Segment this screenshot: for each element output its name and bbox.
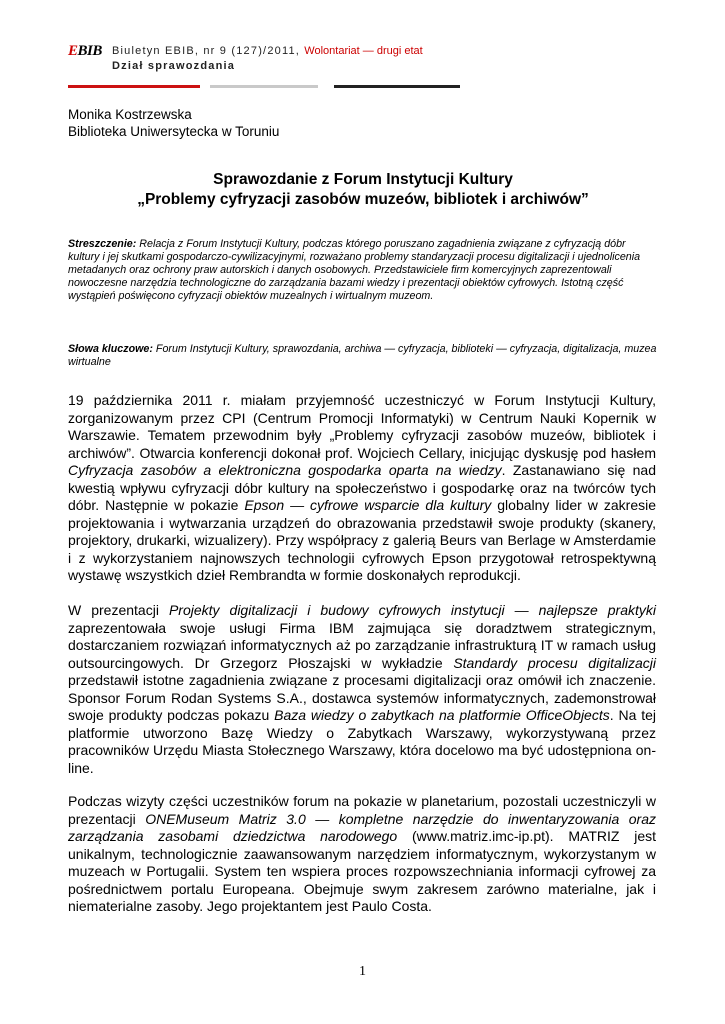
section-name: Dział sprawozdania	[112, 60, 236, 72]
title-line-1: Sprawozdanie z Forum Instytucji Kultury	[213, 171, 513, 188]
keywords-label: Słowa kluczowe:	[68, 343, 153, 355]
ebib-logo: EBIB	[68, 43, 102, 59]
page-number: 1	[359, 964, 366, 979]
body-paragraph-1: 19 października 2011 r. miałam przyjemność uczestniczyć w Forum Instytucji Kultury, zorganizowanym przez CPI (Centrum Promocji Informatyki) w Centrum Nauki Kopernik w Warszawie. Tematem przewodnim były „Problemy cyfryzacji zasobów muzeów, bibliotek i archiwów”. Otwarcia konferencji dokonał prof. Wojciech Cellary, inicjując dyskusję pod hasłem Cyfryzacja zasobów a elektroniczna gospodarka oparta na wiedzy. Zastanawiano się nad kwestią wpływu cyfryzacji dóbr kultury na społeczeństwo i gospodarkę oraz na twórców tych dóbr. Następnie w pokazie Epson — cyfrowe wsparcie dla kultury globalny lider w zakresie projektowania i wytwarzania urządzeń do obrazowania przedstawił swoje produkty (skanery, projektory, drukarki, wizualizery). Przy współpracy z galerią Beurs van Berlage w Amsterdamie i z wykorzystaniem najnowszych technologii cyfrowych Epson przygotował retrospektywną wystawę wszystkich dzieł Rembrandta w formie doskonałych reprodukcji.	[68, 392, 657, 583]
author-block	[68, 106, 279, 140]
article-title	[68, 170, 658, 210]
header-rule-gray	[210, 85, 318, 88]
title-line-2: „Problemy cyfryzacji zasobów muzeów, bibliotek i archiwów”	[137, 191, 589, 208]
author-affiliation: Biblioteka Uniwersytecka w Toruniu	[68, 124, 280, 139]
abstract-label: Streszczenie:	[68, 238, 137, 250]
body-paragraph-3: Podczas wizyty części uczestników forum na pokazie w planetarium, pozostali uczestniczyli w prezentacji ONEMuseum Matriz 3.0 — kompletne narzędzie do inwentaryzowania oraz zarządzania zasobami dziedzictwa narodowego (www.matriz.imc-ip.pt). MATRIZ jest unikalnym, technologicznie zaawansowanym narzędziem informatycznym, wykorzystanym w muzeach w Portugalii. System ten wspiera proces rozpowszechniania informacji cyfrowej za pośrednictwem portalu Europeana. Obejmuje swym zakresem zarówno materialne, jak i niematerialne zasoby. Jego projektantem jest Paulo Costa.	[68, 793, 657, 914]
abstract	[68, 238, 658, 303]
issue-line	[112, 45, 423, 58]
body-paragraph-2: W prezentacji Projekty digitalizacji i budowy cyfrowych instytucji — najlepsze praktyki zaprezentowała swoje usługi Firma IBM zajmująca się doradztwem strategicznym, dostarczaniem rozwiązań informatycznych aż po zarządzanie infrastrukturą IT w ramach usług outsourcingowych. Dr Grzegorz Płoszajski w wykładzie Standardy procesu digitalizacji przedstawił istotne zagadnienia związane z procesami digitalizacji oraz omówił ich znaczenie. Sponsor Forum Rodan Systems S.A., dostawca systemów informatycznych, zademonstrował swoje produkty podczas pokazu Baza wiedzy o zabytkach na platformie OfficeObjects. Na tej platformie utworzono Bazę Wiedzy o Zabytkach Warszawy, wykorzystywaną przez pracowników Urzędu Miasta Stołecznego Warszawy, która docelowo ma być udostępniona on-line.	[68, 602, 656, 776]
keywords	[68, 343, 658, 369]
issue-topic: Wolontariat — drugi etat	[304, 45, 423, 57]
header-rule-dark	[334, 85, 460, 88]
header-rule-red	[68, 85, 200, 88]
author-name: Monika Kostrzewska	[68, 107, 192, 122]
abstract-text: Relacja z Forum Instytucji Kultury, podczas którego poruszano zagadnienia związane z cyfryzacją dóbr kultury i jej skutkami gospodarczo-cywilizacyjnymi, rozważano problemy standaryzacji procesu digitalizacji i ujednolicenia metadanych oraz ochrony praw autorskich i danych osobowych. Przedstawiciele firm komercyjnych zaprezentowali nowoczesne narzędzia technologiczne do zarządzania bazami wiedzy i prezentacji obiektów cyfrowych. Istotną część wystąpień poświęcono cyfryzacji obiektów muzealnych i wirtualnym muzeom.	[68, 238, 641, 302]
issue-text: Biuletyn EBIB, nr 9 (127)/2011,	[112, 45, 301, 57]
keywords-text: Forum Instytucji Kultury, sprawozdania, archiwa — cyfryzacja, biblioteki — cyfryzacja, digitalizacja, muzea wirtualne	[68, 343, 657, 368]
